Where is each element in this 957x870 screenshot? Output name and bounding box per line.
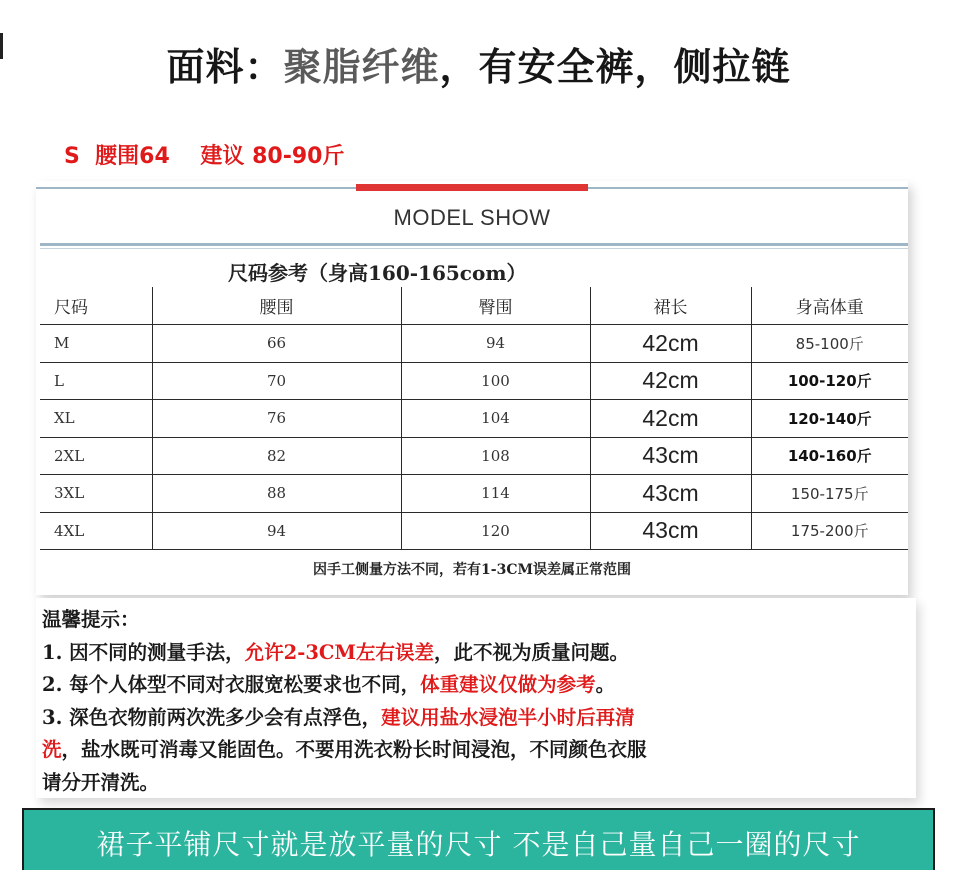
cell-length: 42cm [590, 400, 751, 438]
cell-waist: 94 [152, 512, 401, 550]
cell-waist: 66 [152, 325, 401, 363]
tips-title: 温馨提示： [42, 608, 140, 631]
cell-waist: 70 [152, 362, 401, 400]
tip-2-text-end: 。 [595, 673, 616, 696]
banner-text: 裙子平铺尺寸就是放平量的尺寸 不是自己量自己一圈的尺寸 [96, 828, 861, 861]
headline-rest: ，有安全裤，侧拉链 [439, 45, 791, 89]
size-table [40, 287, 908, 550]
table-row [40, 362, 908, 400]
cell-weight: 100-120斤 [751, 362, 908, 400]
heading-divider [40, 243, 908, 246]
cell-weight: 85-100斤 [751, 325, 908, 363]
headline-fabric: 聚脂纤维 [283, 45, 440, 89]
model-size-note: S 腰围64 建议 80-90斤 [64, 144, 345, 169]
cell-length: 43cm [590, 475, 751, 513]
table-row [40, 512, 908, 550]
table-row [40, 400, 908, 438]
cell-weight: 150-175斤 [751, 475, 908, 513]
cell-weight: 120-140斤 [751, 400, 908, 438]
tips-text [42, 604, 902, 799]
header-waist: 腰围 [152, 287, 401, 325]
cell-size: 3XL [40, 475, 152, 513]
cell-length: 43cm [590, 437, 751, 475]
tip-1-highlight: 允许2-3CM左右误差 [244, 640, 434, 664]
cell-waist: 76 [152, 400, 401, 438]
cell-hip: 108 [401, 437, 590, 475]
heading-divider-thin [40, 248, 908, 249]
cell-hip: 120 [401, 512, 590, 550]
cell-size: XL [40, 400, 152, 438]
size-table-title: 尺码参考（身高160-165com） [228, 261, 527, 285]
measurement-banner [22, 808, 935, 870]
cell-hip: 104 [401, 400, 590, 438]
size-chart-card [36, 181, 908, 595]
cell-size: 4XL [40, 512, 152, 550]
tip-3-highlight: 建议用盐水浸泡半小时后再清 [381, 705, 635, 729]
tip-1-text: 1. 因不同的测量手法， [42, 640, 245, 664]
cell-weight: 175-200斤 [751, 512, 908, 550]
tip-3-text: 3. 深色衣物前两次洗多少会有点浮色， [42, 705, 382, 729]
table-header-row [40, 287, 908, 325]
header-size: 尺码 [40, 287, 152, 325]
cell-size: 2XL [40, 437, 152, 475]
cell-length: 42cm [590, 362, 751, 400]
cell-size: L [40, 362, 152, 400]
cell-waist: 82 [152, 437, 401, 475]
size-table-footnote: 因手工侧量方法不同，若有1-3CM误差属正常范围 [313, 562, 631, 578]
page-title [0, 36, 957, 91]
table-row [40, 325, 908, 363]
tip-line-3 [42, 702, 902, 735]
tip-3-text-cont: ，盐水既可消毒又能固色。不要用洗衣粉长时间浸泡，不同颜色衣服 [61, 738, 647, 761]
table-row [40, 437, 908, 475]
header-height-weight: 身高体重 [751, 287, 908, 325]
tip-2-text: 2. 每个人体型不同对衣服宽松要求也不同， [42, 673, 421, 696]
cell-weight: 140-160斤 [751, 437, 908, 475]
cell-length: 43cm [590, 512, 751, 550]
headline-lead: 面料： [166, 45, 284, 89]
tip-line-1 [42, 637, 902, 670]
cell-hip: 94 [401, 325, 590, 363]
tip-2-highlight: 体重建议仅做为参考 [420, 673, 596, 696]
cell-waist: 88 [152, 475, 401, 513]
header-hip: 臀围 [401, 287, 590, 325]
header-length: 裙长 [590, 287, 751, 325]
cell-hip: 114 [401, 475, 590, 513]
cell-hip: 100 [401, 362, 590, 400]
table-row [40, 475, 908, 513]
tip-1-text-end: ，此不视为质量问题。 [434, 640, 630, 664]
tip-line-3-cont [42, 734, 902, 767]
cell-length: 42cm [590, 325, 751, 363]
tip-line-2 [42, 669, 902, 702]
cell-size: M [40, 325, 152, 363]
model-show-heading: MODEL SHOW [393, 205, 551, 230]
tip-line-3-end: 请分开清洗。 [42, 770, 160, 794]
accent-bar [356, 184, 588, 191]
tip-3-highlight-cont: 洗 [42, 738, 62, 761]
